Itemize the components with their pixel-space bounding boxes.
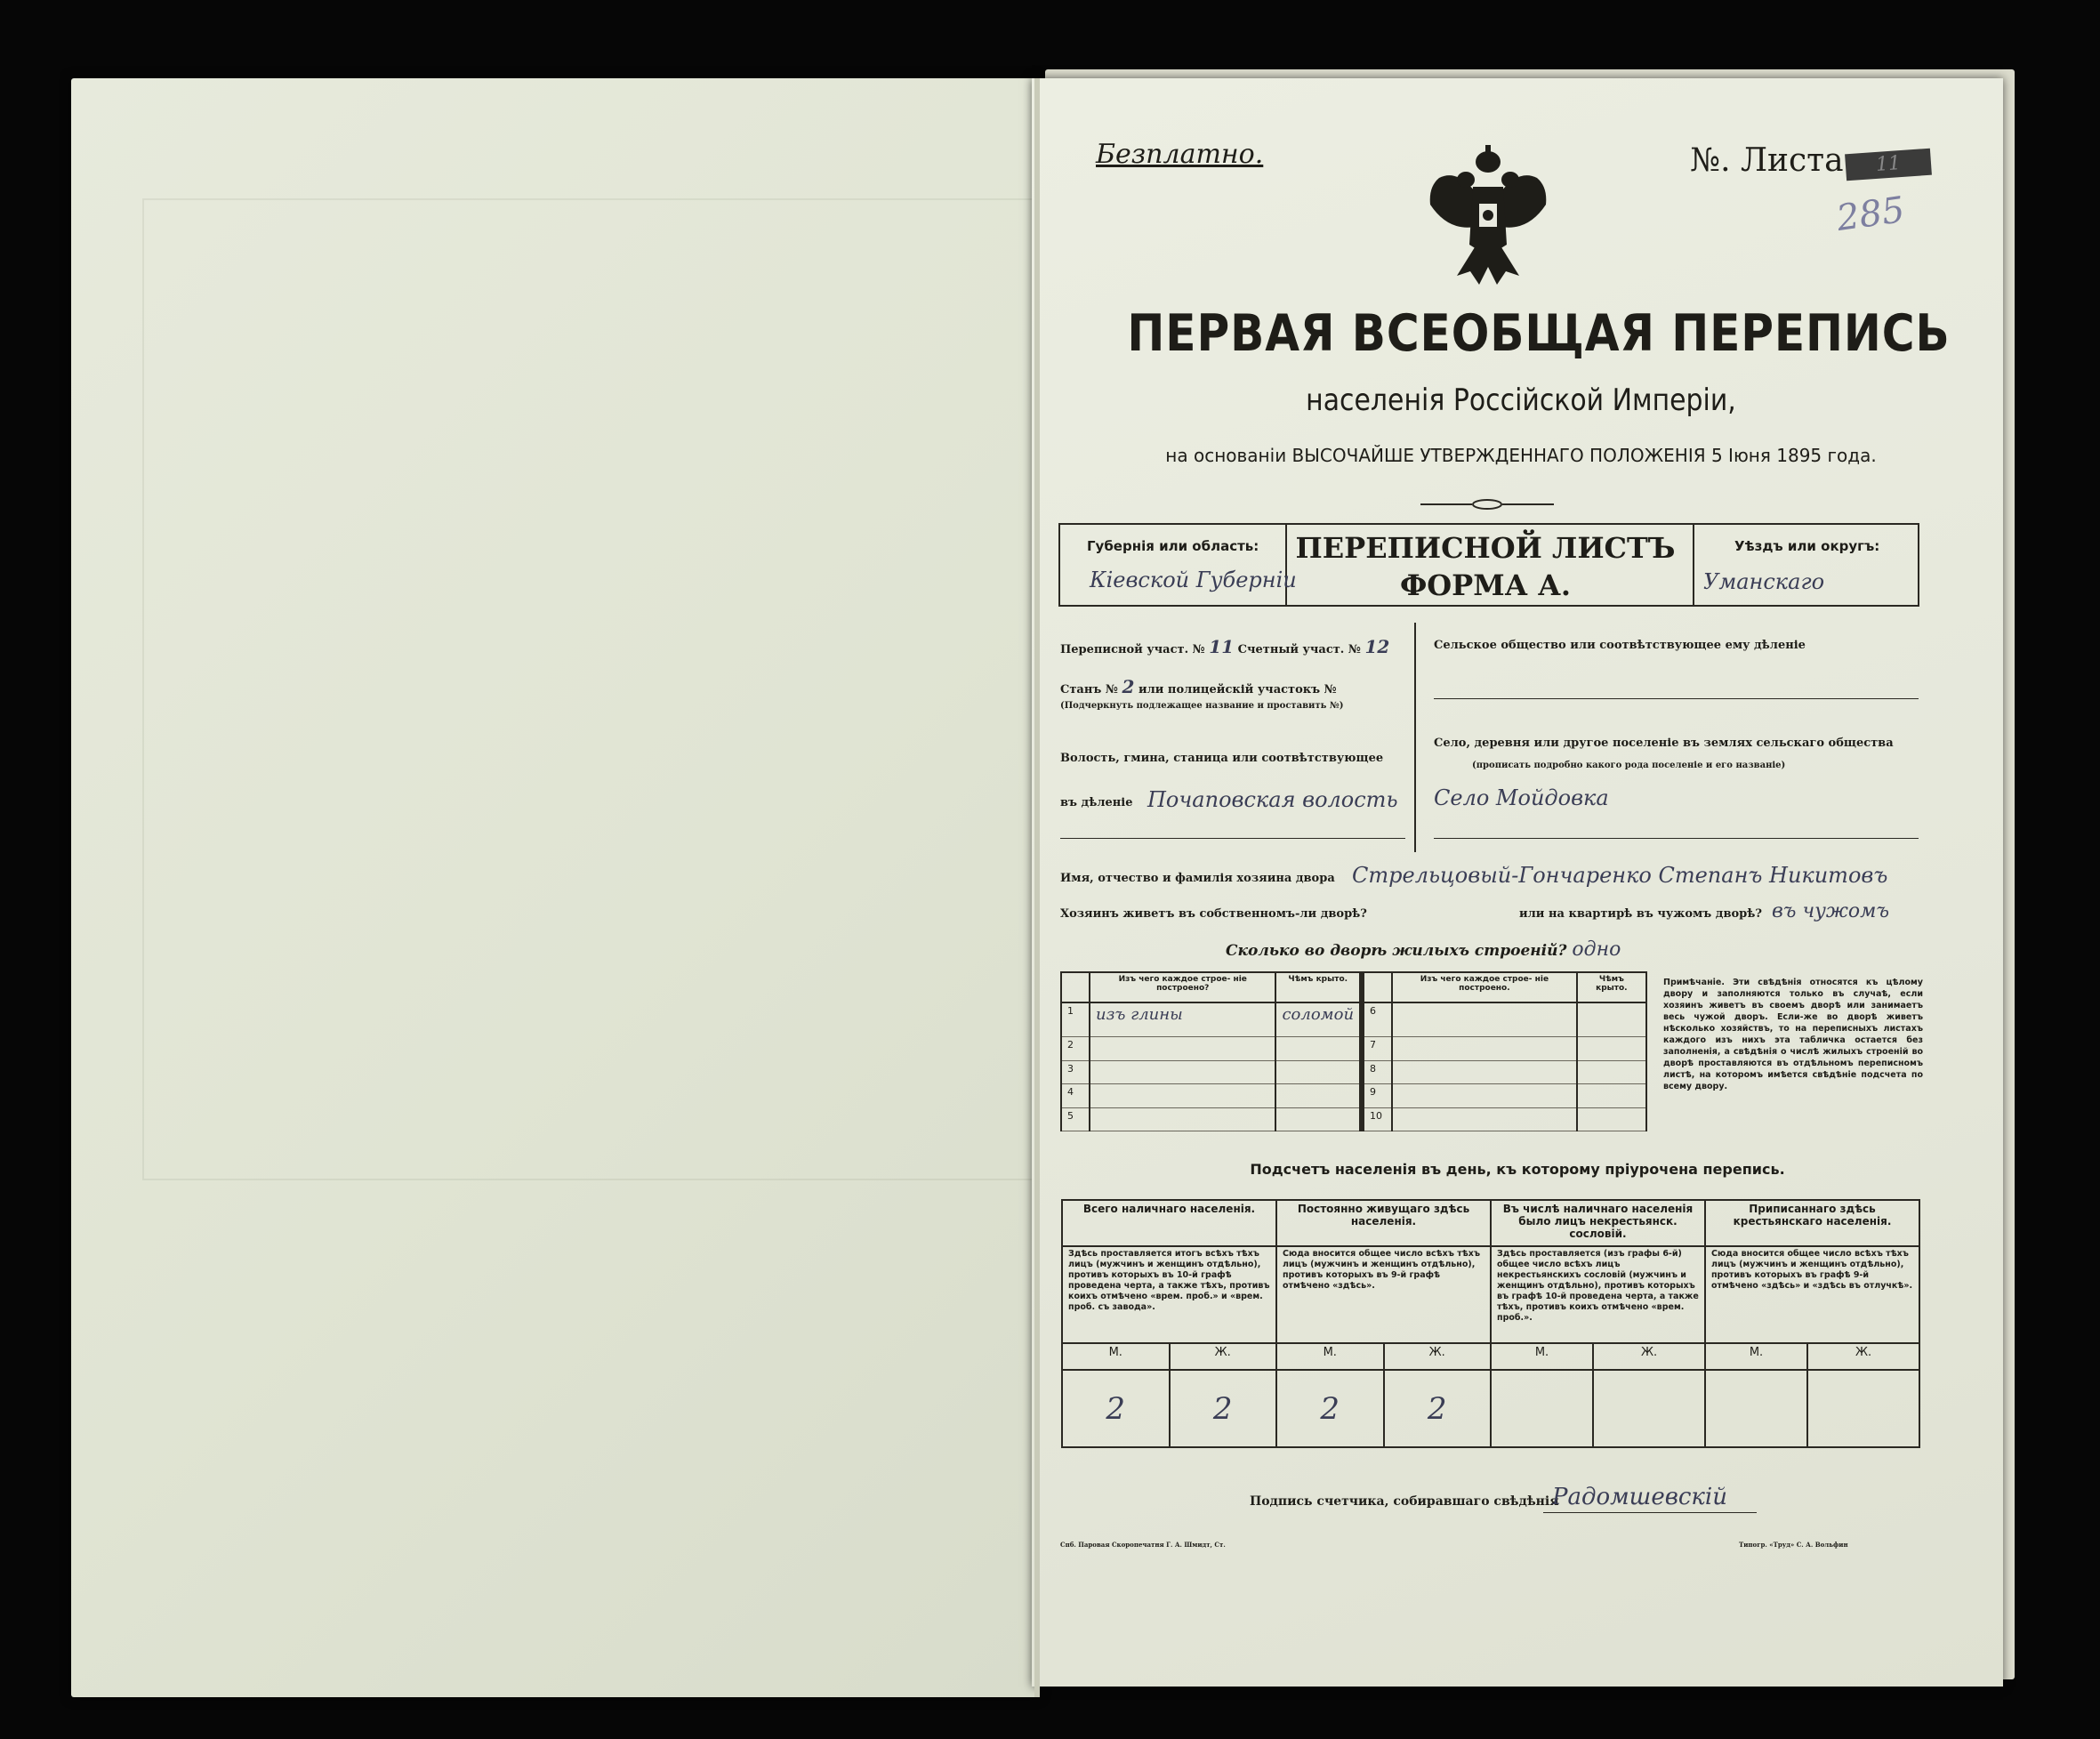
district-label: Уѣздъ или округъ: bbox=[1734, 538, 1880, 554]
count-female-header: Ж. bbox=[1807, 1343, 1919, 1370]
buildings-head-roof-left: Чѣмъ крыто. bbox=[1275, 972, 1362, 1002]
count-sex-row bbox=[1062, 1343, 1919, 1370]
society-label: Сельское общество или соотвѣтствующее ему дѣленіе bbox=[1434, 639, 1806, 652]
volost-value: Почаповская волость bbox=[1147, 787, 1398, 812]
count-title: Подсчетъ населенія въ день, къ которому пріурочена перепись. bbox=[1250, 1161, 1785, 1178]
lives-row bbox=[1060, 907, 1367, 921]
page-spine bbox=[1034, 78, 1040, 1697]
ornament-divider bbox=[1420, 498, 1554, 511]
count-male-header: М. bbox=[1491, 1343, 1593, 1370]
fields-divider bbox=[1414, 623, 1416, 852]
free-label: Безплатно. bbox=[1096, 139, 1264, 170]
buildings-head-num-right bbox=[1362, 972, 1392, 1002]
buildings-row-number: 2 bbox=[1061, 1037, 1090, 1060]
show-through-frame bbox=[142, 198, 1035, 1180]
buildings-row-roof: соломой bbox=[1275, 1002, 1362, 1037]
buildings-row bbox=[1061, 1107, 1646, 1131]
document-title: ПЕРВАЯ ВСЕОБЩАЯ ПЕРЕПИСЬ bbox=[1127, 304, 1951, 363]
census-section-label: Переписной участ. № bbox=[1060, 643, 1205, 656]
buildings-row-roof-right bbox=[1577, 1060, 1646, 1083]
count-female-header: Ж. bbox=[1384, 1343, 1492, 1370]
count-header-row bbox=[1062, 1200, 1919, 1246]
count-desc-resident: Сюда вносится общее число всѣхъ тѣхъ лицъ (мужчинъ и женщинъ отдѣльно), противъ которыхъ въ 9-й графѣ отмѣчено «здѣсь». bbox=[1276, 1246, 1491, 1343]
document-subtitle: населенія Россійской Имперіи, bbox=[1306, 382, 1736, 418]
count-male-header: М. bbox=[1705, 1343, 1807, 1370]
buildings-row-material-right bbox=[1392, 1002, 1577, 1037]
count-female-value: 2 bbox=[1170, 1370, 1277, 1447]
buildings-row-roof bbox=[1275, 1060, 1362, 1083]
buildings-row-roof bbox=[1275, 1107, 1362, 1131]
province-label: Губернія или область: bbox=[1087, 538, 1259, 554]
form-head-left-rule bbox=[1058, 523, 1060, 607]
buildings-row-number: 1 bbox=[1061, 1002, 1090, 1037]
buildings-row-number-right: 8 bbox=[1362, 1060, 1392, 1083]
buildings-grid bbox=[1060, 971, 1647, 1131]
count-male-value bbox=[1705, 1370, 1807, 1447]
sheet-number-label bbox=[1690, 142, 1844, 179]
province-value: Кіевской Губерніи bbox=[1090, 568, 1297, 592]
form-head-top-rule bbox=[1058, 523, 1919, 525]
buildings-row-material-right bbox=[1392, 1060, 1577, 1083]
buildings-head-material-right: Изъ чего каждое строе- ніе построено. bbox=[1392, 972, 1577, 1002]
count-female-header: Ж. bbox=[1593, 1343, 1705, 1370]
signature-rule bbox=[1543, 1512, 1757, 1513]
count-female-value: 2 bbox=[1384, 1370, 1492, 1447]
buildings-row-roof-right bbox=[1577, 1107, 1646, 1131]
buildings-row bbox=[1061, 1037, 1646, 1060]
buildings-row-roof-right bbox=[1577, 1037, 1646, 1060]
form-title-line2: ФОРМА А. bbox=[1399, 568, 1572, 602]
count-female-header: Ж. bbox=[1170, 1343, 1277, 1370]
count-male-header: М. bbox=[1062, 1343, 1170, 1370]
buildings-value: одно bbox=[1572, 938, 1621, 961]
owner-value: Стрельцовый-Гончаренко Степанъ Никитовъ bbox=[1352, 863, 1888, 888]
volost-rule bbox=[1060, 838, 1405, 839]
buildings-row-number-right: 9 bbox=[1362, 1084, 1392, 1107]
buildings-label: Сколько во дворѣ жилыхъ строеній? bbox=[1226, 942, 1567, 960]
sheet-number-text: №. Листа bbox=[1690, 142, 1844, 179]
count-header-resident: Постоянно живущаго здѣсь населенія. bbox=[1276, 1200, 1491, 1246]
sheet-number-value: 11 bbox=[1845, 149, 1932, 181]
census-section-value: 11 bbox=[1209, 636, 1235, 657]
form-head-right-rule bbox=[1918, 523, 1919, 607]
buildings-row-material bbox=[1090, 1084, 1275, 1107]
buildings-row-material bbox=[1090, 1037, 1275, 1060]
census-section-row bbox=[1060, 636, 1389, 657]
form-head-bottom-rule bbox=[1058, 605, 1919, 607]
buildings-head-roof-right: Чѣмъ крыто. bbox=[1577, 972, 1646, 1002]
buildings-table bbox=[1060, 971, 1647, 1131]
buildings-row-number-right: 10 bbox=[1362, 1107, 1392, 1131]
society-rule bbox=[1434, 698, 1919, 699]
count-male-value: 2 bbox=[1276, 1370, 1384, 1447]
buildings-row-material bbox=[1090, 1060, 1275, 1083]
district-value: Уманскаго bbox=[1703, 569, 1825, 594]
buildings-row-roof bbox=[1275, 1084, 1362, 1107]
left-page bbox=[71, 78, 1039, 1697]
camp-value: 2 bbox=[1122, 676, 1135, 697]
form-title bbox=[1285, 529, 1686, 604]
buildings-row-number-right: 6 bbox=[1362, 1002, 1392, 1037]
camp-row bbox=[1060, 676, 1337, 697]
count-male-header: М. bbox=[1276, 1343, 1384, 1370]
buildings-row-roof-right bbox=[1577, 1084, 1646, 1107]
buildings-row-number-right: 7 bbox=[1362, 1037, 1392, 1060]
count-header-total: Всего наличнаго населенія. bbox=[1062, 1200, 1276, 1246]
count-desc-total: Здѣсь проставляется итогъ всѣхъ тѣхъ лицъ (мужчинъ и женщинъ отдѣльно), противъ которыхъ въ 10-й графѣ проведена черта, а также тѣхъ, противъ коихъ отмѣчено «врем. проб.» и «врем. проб. съ завода». bbox=[1062, 1246, 1276, 1343]
imprint-left: Спб. Паровая Скоропечатня Г. А. Шмидт, Ст. bbox=[1060, 1541, 1226, 1549]
buildings-row bbox=[1061, 1084, 1646, 1107]
imperial-eagle-icon bbox=[1421, 142, 1555, 289]
volost-label-2: въ дѣленіе bbox=[1060, 796, 1133, 809]
count-section-label: Счетный участ. № bbox=[1237, 643, 1361, 656]
buildings-row-number: 5 bbox=[1061, 1107, 1090, 1131]
pencil-number: 285 bbox=[1834, 189, 1908, 240]
count-header-registered: Приписаннаго здѣсь крестьянскаго населенія. bbox=[1705, 1200, 1919, 1246]
signature-label: Подпись счетчика, собиравшаго свѣдѣнія bbox=[1250, 1494, 1559, 1509]
buildings-row-material bbox=[1090, 1107, 1275, 1131]
camp-note: (Подчеркнуть подлежащее название и проставить №) bbox=[1060, 701, 1344, 711]
lives-label: Хозяинъ живетъ въ собственномъ-ли дворѣ? bbox=[1060, 907, 1367, 921]
legal-basis: на основаніи ВЫСОЧАЙШЕ УТВЕРЖДЕННАГО ПОЛОЖЕНІЯ 5 Іюня 1895 года. bbox=[1165, 445, 1877, 466]
buildings-row-material-right bbox=[1392, 1037, 1577, 1060]
buildings-row bbox=[1061, 1002, 1646, 1037]
buildings-row-roof-right bbox=[1577, 1002, 1646, 1037]
buildings-head-num-left bbox=[1061, 972, 1090, 1002]
count-male-value: 2 bbox=[1062, 1370, 1170, 1447]
count-desc-registered: Сюда вносится общее число всѣхъ тѣхъ лицъ (мужчинъ и женщинъ отдѣльно), противъ которыхъ въ графѣ 9-й отмѣчено «здѣсь» и «здѣсь въ отлучкѣ». bbox=[1705, 1246, 1919, 1343]
buildings-row-material-right bbox=[1392, 1084, 1577, 1107]
buildings-note: Примѣчаніе. Эти свѣдѣнія относятся къ цѣлому двору и заполняются только въ случаѣ, если хозяинъ живетъ въ своемъ дворѣ или занимаетъ весь чужой дворъ. Если-же во дворѣ живетъ нѣсколько хозяйствъ, то на переписныхъ листахъ каждого изъ нихъ эта табличка остается без заполненія, а свѣдѣнія о числѣ жилыхъ строеній во дворѣ проставляются въ отдѣльномъ переписномъ листѣ, на которомъ имѣется свѣдѣніе подсчета по всему двору. bbox=[1663, 978, 1923, 1091]
volost-label: Волость, гмина, станица или соотвѣтствующее bbox=[1060, 752, 1384, 765]
count-section-value: 12 bbox=[1364, 636, 1390, 657]
buildings-head-material-left: Изъ чего каждое строе- ніе построено? bbox=[1090, 972, 1275, 1002]
count-female-value bbox=[1593, 1370, 1705, 1447]
count-male-value bbox=[1491, 1370, 1593, 1447]
imprint-right: Типогр. «Труд» С. А. Вольфин bbox=[1739, 1541, 1848, 1549]
form-head-sep2 bbox=[1693, 523, 1694, 607]
buildings-row bbox=[1226, 938, 1621, 961]
village-rule bbox=[1434, 838, 1919, 839]
buildings-row-material: изъ глины bbox=[1090, 1002, 1275, 1037]
village-note: (прописать подробно какого рода поселеніе и его названіе) bbox=[1472, 761, 1786, 770]
village-value: Село Мойдовка bbox=[1434, 785, 1609, 810]
lives-mid: или на квартирѣ въ чужомъ дворѣ? bbox=[1519, 907, 1762, 921]
count-header-nonpeasant: Въ числѣ наличнаго населенія было лицъ некрестьянск. сословій. bbox=[1491, 1200, 1705, 1246]
buildings-row-number: 4 bbox=[1061, 1084, 1090, 1107]
lives-value: въ чужомъ bbox=[1772, 900, 1890, 922]
population-count-table bbox=[1061, 1199, 1920, 1448]
camp-label: Станъ № bbox=[1060, 683, 1118, 696]
camp-suffix: или полицейскій участокъ № bbox=[1138, 683, 1337, 696]
count-value-row bbox=[1062, 1370, 1919, 1447]
village-label: Село, деревня или другое поселеніе въ землях сельскаго общества bbox=[1434, 737, 1894, 750]
buildings-row bbox=[1061, 1060, 1646, 1083]
count-desc-nonpeasant: Здѣсь проставляется (изъ графы 6-й) общее число всѣхъ лицъ некрестьянскихъ сословій (мужчинъ и женщинъ отдѣльно), противъ которыхъ въ графѣ 10-й проведена черта, а также тѣхъ, противъ коихъ отмѣчено «врем. проб.». bbox=[1491, 1246, 1705, 1343]
buildings-row-material-right bbox=[1392, 1107, 1577, 1131]
count-female-value bbox=[1807, 1370, 1919, 1447]
form-title-line1: ПЕРЕПИСНОЙ ЛИСТЪ bbox=[1295, 531, 1676, 565]
buildings-row-roof bbox=[1275, 1037, 1362, 1060]
count-desc-row bbox=[1062, 1246, 1919, 1343]
buildings-row-number: 3 bbox=[1061, 1060, 1090, 1083]
owner-label: Имя, отчество и фамилія хозяина двора bbox=[1060, 872, 1335, 885]
signature-value: Радомшевскій bbox=[1552, 1484, 1727, 1510]
